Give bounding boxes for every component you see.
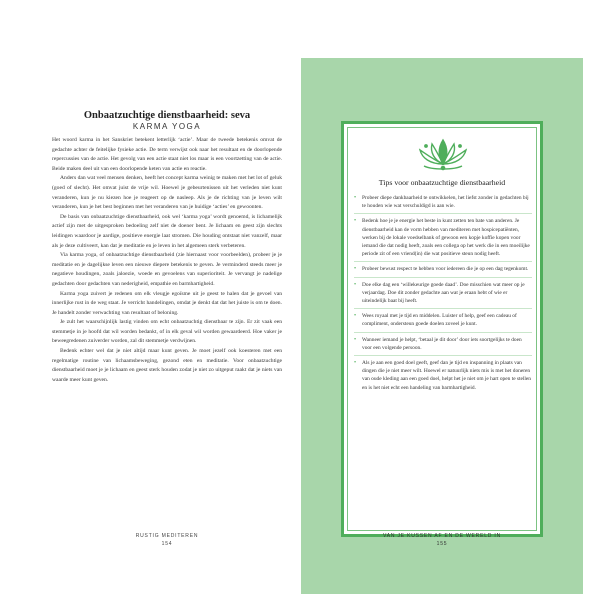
paragraph: Je zult het waarschijnlijk lastig vinden om echt onbaatzuchtig dienstbaar te zijn. Er zit vaak een stemmetje in je hoofd dat wil worden bedankt, of in elk geval wil worden gewaardeerd. Hoe vaker je beweegredenen zuiverder worden, zal dit stemmetje verdwijnen. bbox=[52, 319, 282, 345]
list-item: • Bedenk hoe je je energie het beste in kunt zetten ten bate van anderen. Je dienstbaarheid kan de vorm hebben van mediteren met hospicepatiënten, werken bij de lokale voedselbank of gewoon een kopje koffie kopen voor iemand die dat nodig heeft, zoals een collega op het werk die in een moeilijke periode zit of een vriend(in) die wat positieve steun nodig heeft. bbox=[354, 217, 532, 262]
list-item: • Wanneer iemand je helpt, ‘betaal je dit door’ door iets soortgelijks te doen voor een volgende persoon. bbox=[354, 336, 532, 356]
section-subheading: KARMA YOGA bbox=[132, 122, 202, 131]
paragraph: Karma yoga zuivert je redenen om elk vleugje egoïsme uit je geest te halen dat je gevoel van innerlijke rust in de weg staat. Je verricht handelingen, omdat je denkt dat dat het juiste is om te doen. Je handelt zonder verwachting van resultaat of beloning. bbox=[52, 290, 282, 316]
page-number: 154 bbox=[161, 541, 173, 547]
list-item: • Doe elke dag een ‘willekeurige goede daad’. Doe misschien wat meer op je verjaardag. Doe dit zonder gedachte aan wat je eraan hebt of wie er uiteindelijk baat bij heeft. bbox=[354, 281, 532, 310]
tips-title: Tips voor onbaatzuchtige dienstbaarheid bbox=[378, 178, 506, 187]
tips-list bbox=[354, 194, 532, 398]
list-item: • Als je aan een goed doel geeft, geef dan je tijd en inspanning in plaats van dingen die je niet meer wilt. Hoewel er natuurlijk niets mis is met het doneren van oude kleding aan een goed doel, helpt het je niet om je hart open te stellen en is het niet echt een handeling van barmhartigheid. bbox=[354, 359, 532, 395]
list-item: • Wees royaal met je tijd en middelen. Luister of help, geef een cadeau of compliment, ondersteun goede doelen zoveel je kunt. bbox=[354, 312, 532, 332]
lotus-icon bbox=[414, 136, 472, 172]
paragraph: Bedenk echter wel dat je niet altijd maar kunt geven. Je moet jezelf ook koesteren met een regelmatige routine van lichaamsbeweging, gezond eten en meditatie. Voor onbaatzuchtige dienstbaarheid moet je je lichaam en geest sterk houden zodat je niet zo uitgeput raakt dat je niets van waarde meer kunt geven. bbox=[52, 348, 282, 383]
paragraph: De basis van onbaatzuchtige dienstbaarheid, ook wel ‘karma yoga’ wordt genoemd, is lichamelijk actief zijn met de uitgesproken bedoeling zelf niet de doener bent. Je lichaam en geest zijn slechts leidingen waardoor je aardige, positieve energie laat stromen. Die houding ontstaat niet vanzelf, maar als je deze cultiveert, kan dat je meditatie en je leven in het algemeen sterk verbeteren. bbox=[52, 213, 282, 249]
running-title: RUSTIG MEDITEREN bbox=[135, 533, 199, 539]
section-heading: Onbaatzuchtige dienstbaarheid: seva bbox=[83, 110, 251, 121]
body-text bbox=[52, 136, 282, 385]
right-page bbox=[301, 58, 583, 594]
paragraph: Via karma yoga, of onbaatzuchtige dienstbaarheid (zie hiernaast voor voorbeelden), probeer je je meditatie en je dagelijkse leven een nieuwe diepere betekenis te geven. Je verminderd steeds meer je negatieve houdingen, zoals jaloezie, woede en gevoelens van superioriteit. Je vervangt je nadelige gedachten door gedachten van nederigheid, empathie en barmhartigheid. bbox=[52, 252, 282, 287]
list-item: • Probeer diepe dankbaarheid te ontwikkelen, het liefst zonder in gedachten bij te houden wie wat verschuldigd is aan wie. bbox=[354, 194, 532, 214]
left-footer bbox=[52, 532, 282, 548]
page-number: 155 bbox=[436, 541, 448, 547]
left-page bbox=[52, 110, 282, 550]
running-title: VAN JE KUSSEN AF EN DE WERELD IN bbox=[382, 533, 502, 539]
right-footer bbox=[301, 532, 583, 548]
paragraph: Anders dan wat veel mensen denken, heeft het concept karma weinig te maken met het lot of geluk (goed of slecht). Het omvat juist de vrije wil. Hoewel je gebeurtenissen uit het verleden niet kunt veranderen, kun je nu kiezen hoe je reageert op de nasleep. Als je de richting van je leven wilt veranderen, kun je het best beginnen met het veranderen van je huidige ‘acties’ en gewoonten. bbox=[52, 175, 282, 211]
paragraph: Het woord karma in het Sanskriet betekent letterlijk ‘actie’. Maar de tweede betekenis omvat de gedachte achter de feitelijke fysieke actie. De term verwijst ook naar het resultaat en de doorlopende repercussies van de actie. Het gevolg van een actie staat niet los maar is een voortzetting van de actie. Beide maken deel uit van een doorlopende keten van actie en reactie. bbox=[52, 137, 282, 172]
tips-panel bbox=[341, 121, 543, 537]
list-item: • Probeer bewust respect te hebben voor iedereen die je op een dag tegenkomt. bbox=[354, 265, 532, 277]
